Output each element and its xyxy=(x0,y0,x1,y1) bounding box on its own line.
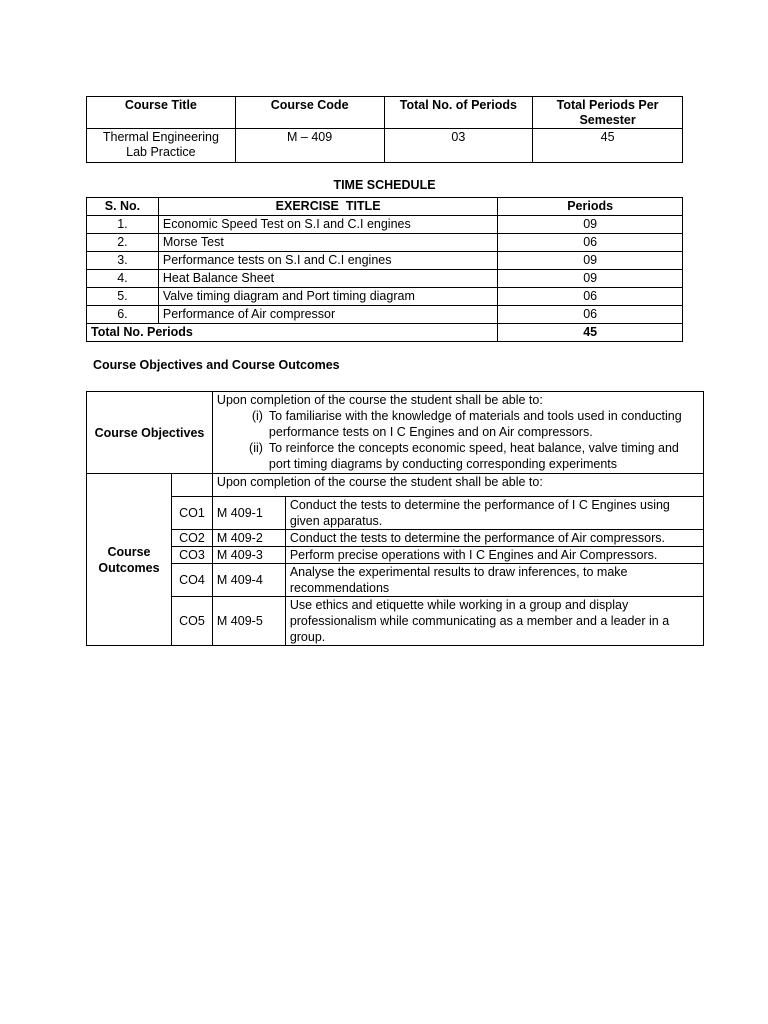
outcome-row xyxy=(87,547,704,564)
schedule-row xyxy=(87,288,683,306)
course-code: M – 409 xyxy=(235,129,384,163)
outcome-id: CO3 xyxy=(171,547,212,564)
schedule-row xyxy=(87,252,683,270)
row-sno: 4. xyxy=(87,270,159,288)
outcome-text: Use ethics and etiquette while working in a group and display professionalism while communicating as a member and a leader in a group. xyxy=(285,597,703,646)
header-total-periods: Total No. of Periods xyxy=(384,97,533,129)
outcome-code: M 409-5 xyxy=(212,597,285,646)
total-value: 45 xyxy=(498,324,683,342)
periods-per-semester: 45 xyxy=(533,129,683,163)
header-periods: Periods xyxy=(498,198,683,216)
objective-item xyxy=(239,440,699,472)
outcome-text: Conduct the tests to determine the performance of Air compressors. xyxy=(285,530,703,547)
row-exercise: Economic Speed Test on S.I and C.I engines xyxy=(158,216,497,234)
row-periods: 09 xyxy=(498,270,683,288)
total-periods: 03 xyxy=(384,129,533,163)
outcome-code: M 409-2 xyxy=(212,530,285,547)
row-exercise: Morse Test xyxy=(158,234,497,252)
row-sno: 1. xyxy=(87,216,159,234)
outcomes-intro-spacer xyxy=(171,474,212,497)
schedule-row xyxy=(87,234,683,252)
course-title: Thermal Engineering Lab Practice xyxy=(87,129,236,163)
outcome-code: M 409-1 xyxy=(212,497,285,530)
course-info-table xyxy=(86,96,683,163)
row-exercise: Performance tests on S.I and C.I engines xyxy=(158,252,497,270)
time-schedule-heading: TIME SCHEDULE xyxy=(333,178,436,192)
header-course-title: Course Title xyxy=(87,97,236,129)
outcome-id: CO4 xyxy=(171,564,212,597)
row-exercise: Valve timing diagram and Port timing diagram xyxy=(158,288,497,306)
objective-text: To familiarise with the knowledge of materials and tools used in conducting performance tests on I C Engines and on Air compressors. xyxy=(268,409,682,439)
objectives-content xyxy=(212,392,703,474)
row-exercise: Heat Balance Sheet xyxy=(158,270,497,288)
schedule-total-row xyxy=(87,324,683,342)
objective-item xyxy=(239,408,699,440)
outcome-code: M 409-3 xyxy=(212,547,285,564)
outcome-row xyxy=(87,530,704,547)
schedule-row xyxy=(87,270,683,288)
outcome-row xyxy=(87,597,704,646)
header-periods-per-semester: Total Periods Per Semester xyxy=(533,97,683,129)
outcome-row xyxy=(87,564,704,597)
outcome-id: CO1 xyxy=(171,497,212,530)
course-info-header-row xyxy=(87,97,683,129)
outcome-id: CO5 xyxy=(171,597,212,646)
objectives-intro: Upon completion of the course the student shall be able to: xyxy=(216,393,543,407)
row-periods: 09 xyxy=(498,252,683,270)
objectives-row xyxy=(87,392,704,474)
course-info-row xyxy=(87,129,683,163)
row-periods: 09 xyxy=(498,216,683,234)
header-exercise-title: EXERCISE TITLE xyxy=(158,198,497,216)
outcome-id: CO2 xyxy=(171,530,212,547)
row-periods: 06 xyxy=(498,288,683,306)
row-sno: 5. xyxy=(87,288,159,306)
outcomes-intro-row xyxy=(87,474,704,497)
objectives-outcomes-table xyxy=(86,391,704,646)
objective-number: (ii) xyxy=(249,441,263,455)
header-sno: S. No. xyxy=(87,198,159,216)
row-sno: 6. xyxy=(87,306,159,324)
outcome-code: M 409-4 xyxy=(212,564,285,597)
outcome-text: Analyse the experimental results to draw inferences, to make recommendations xyxy=(285,564,703,597)
schedule-row xyxy=(87,306,683,324)
objectives-outcomes-heading: Course Objectives and Course Outcomes xyxy=(93,358,340,372)
row-sno: 3. xyxy=(87,252,159,270)
outcome-text: Conduct the tests to determine the performance of I C Engines using given apparatus. xyxy=(285,497,703,530)
outcome-text: Perform precise operations with I C Engines and Air Compressors. xyxy=(285,547,703,564)
row-periods: 06 xyxy=(498,306,683,324)
objectives-label: Course Objectives xyxy=(87,392,213,474)
objective-number: (i) xyxy=(251,409,263,423)
row-exercise: Performance of Air compressor xyxy=(158,306,497,324)
schedule-row xyxy=(87,216,683,234)
total-label: Total No. Periods xyxy=(87,324,498,342)
header-course-code: Course Code xyxy=(235,97,384,129)
schedule-header-row xyxy=(87,198,683,216)
objective-text: To reinforce the concepts economic speed, heat balance, valve timing and port timing diagrams by conducting corresponding experiments xyxy=(268,441,679,471)
outcomes-intro: Upon completion of the course the student shall be able to: xyxy=(212,474,703,497)
outcomes-label: Course Outcomes xyxy=(87,474,172,646)
outcome-row xyxy=(87,497,704,530)
objectives-list xyxy=(217,408,699,472)
row-sno: 2. xyxy=(87,234,159,252)
row-periods: 06 xyxy=(498,234,683,252)
time-schedule-table xyxy=(86,197,683,342)
